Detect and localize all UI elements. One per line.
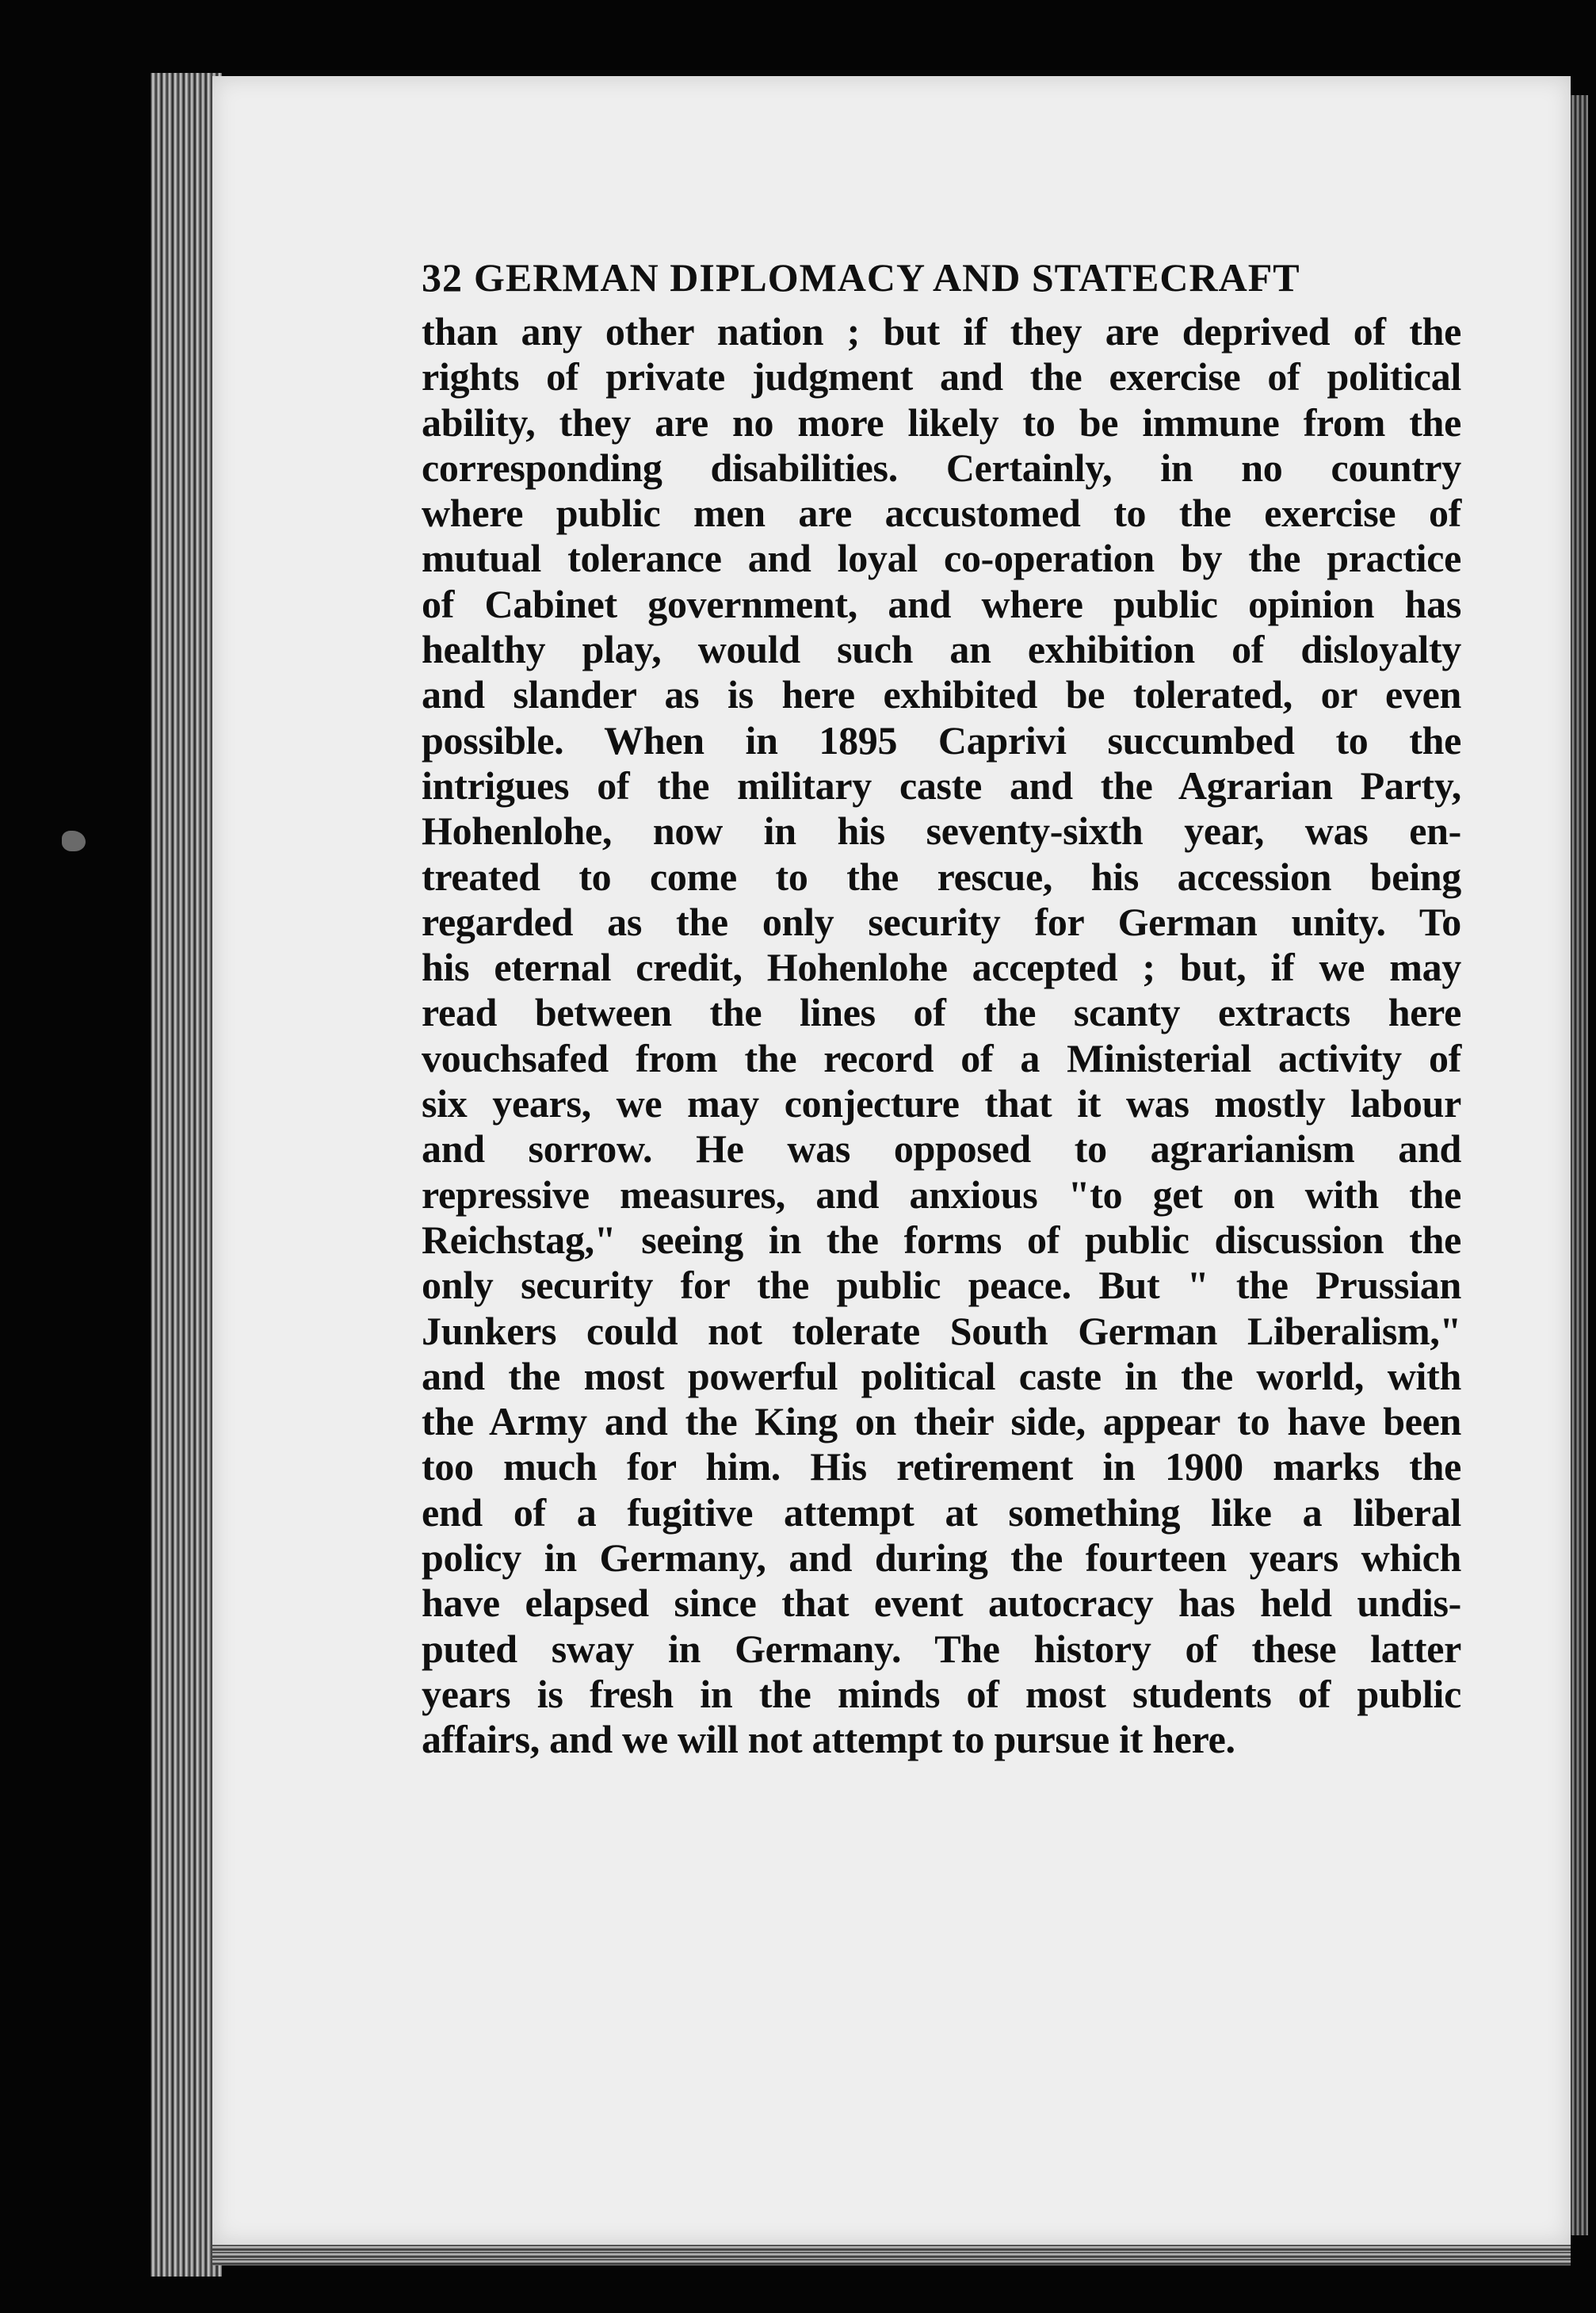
text-line: healthy play, would such an exhibition of disloyalty (422, 627, 1461, 672)
running-head-title: GERMAN DIPLOMACY AND STATECRAFT (474, 255, 1300, 300)
text-line: rights of private judgment and the exercise of political (422, 354, 1461, 400)
text-line: too much for him. His retirement in 1900 marks the (422, 1444, 1461, 1489)
text-line: Reichstag," seeing in the forms of public discussion the (422, 1217, 1461, 1262)
scan-speck (62, 831, 86, 851)
text-line: Junkers could not tolerate South German Liberalism," (422, 1308, 1461, 1353)
text-line: repressive measures, and anxious "to get on with the (422, 1172, 1461, 1217)
text-line: ability, they are no more likely to be immune from the (422, 400, 1461, 445)
book-bottom-edge (212, 2245, 1571, 2265)
text-line: mutual tolerance and loyal co-operation by the practice (422, 536, 1461, 581)
text-line: of Cabinet government, and where public opinion has (422, 581, 1461, 626)
running-head (422, 252, 1461, 303)
text-line: corresponding disabilities. Certainly, in no country (422, 445, 1461, 490)
text-line: possible. When in 1895 Caprivi succumbed to the (422, 717, 1461, 763)
text-line: read between the lines of the scanty extracts here (422, 990, 1461, 1035)
text-line: and slander as is here exhibited be tolerated, or even (422, 672, 1461, 717)
book-page-edges (151, 73, 222, 2277)
text-line: policy in Germany, and during the fourteen years which (422, 1535, 1461, 1581)
page-text-block (422, 252, 1461, 1763)
text-line: Hohenlohe, now in his seventy-sixth year, was en- (422, 809, 1461, 854)
body-text (422, 309, 1461, 1763)
text-line: six years, we may conjecture that it was mostly labour (422, 1081, 1461, 1126)
text-line: puted sway in Germany. The history of these latter (422, 1626, 1461, 1671)
text-line: regarded as the only security for German unity. To (422, 899, 1461, 944)
text-line: than any other nation ; but if they are deprived of the (422, 309, 1461, 354)
text-line: have elapsed since that event autocracy has held undis- (422, 1581, 1461, 1626)
text-line-last: affairs, and we will not attempt to pursue it here. (422, 1717, 1235, 1762)
text-line: where public men are accustomed to the exercise of (422, 491, 1461, 536)
text-line: and the most powerful political caste in the world, with (422, 1353, 1461, 1398)
page-number: 32 (422, 255, 463, 300)
text-line: intrigues of the military caste and the Agrarian Party, (422, 763, 1461, 808)
book-right-edge (1571, 95, 1588, 2235)
text-line: the Army and the King on their side, appear to have been (422, 1399, 1461, 1444)
text-line: treated to come to the rescue, his accession being (422, 854, 1461, 899)
text-line: only security for the public peace. But " the Prussian (422, 1263, 1461, 1308)
text-line: his eternal credit, Hohenlohe accepted ; but, if we may (422, 945, 1461, 990)
text-line: and sorrow. He was opposed to agrarianism and (422, 1126, 1461, 1172)
text-line: vouchsafed from the record of a Ministerial activity of (422, 1035, 1461, 1080)
text-line: years is fresh in the minds of most students of public (422, 1671, 1461, 1716)
text-line: end of a fugitive attempt at something like a liberal (422, 1489, 1461, 1535)
